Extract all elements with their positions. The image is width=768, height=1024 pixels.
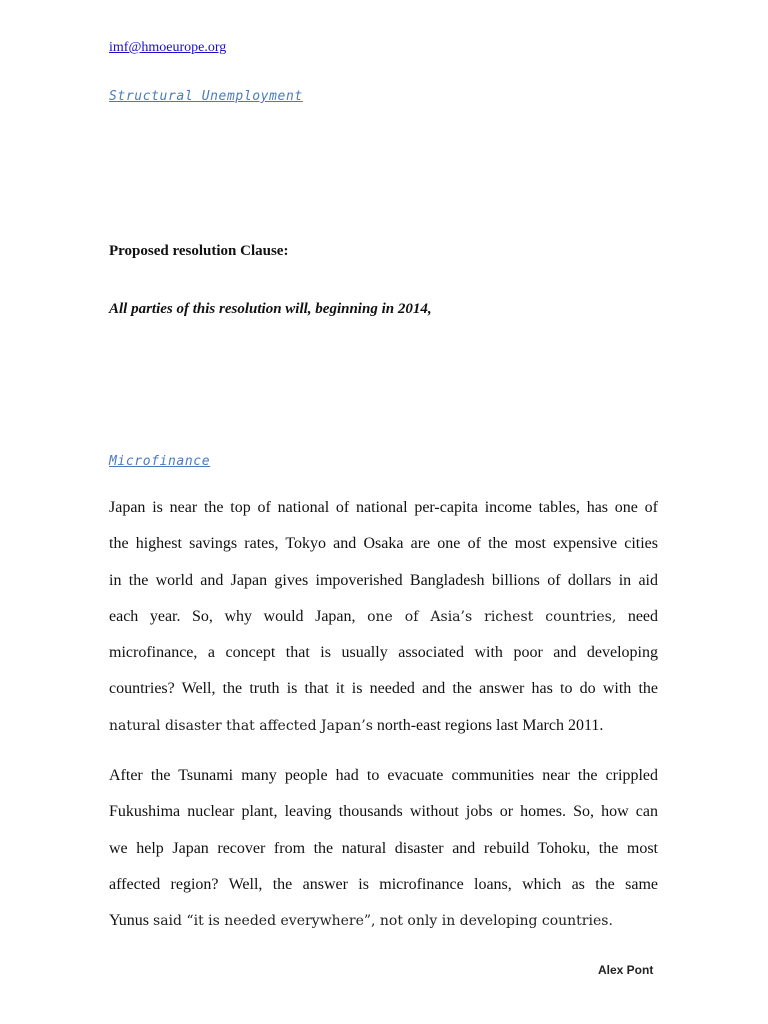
paragraph-line: in the world and Japan gives impoverished Bangladesh billions of dollars in aid xyxy=(109,571,658,589)
clause-label: Proposed resolution Clause: xyxy=(109,243,289,259)
paragraph-fragment: each year. So, why would Japan, xyxy=(109,607,356,625)
paragraph-line: Fukushima nuclear plant, leaving thousands without jobs or homes. So, how can xyxy=(109,803,658,821)
section-title-structural-unemployment[interactable]: Structural Unemployment xyxy=(109,89,303,104)
section-title-microfinance[interactable]: Microfinance xyxy=(109,454,211,469)
paragraph-line: countries? Well, the truth is that it is needed and the answer has to do with the xyxy=(109,680,658,698)
paragraph-fragment: need xyxy=(627,607,659,625)
microfinance-paragraph-1 xyxy=(109,490,658,744)
paragraph-line: microfinance, a concept that is usually associated with poor and developing xyxy=(109,644,658,662)
paragraph-line: affected region? Well, the answer is microfinance loans, which as the same xyxy=(109,875,658,893)
paragraph-line xyxy=(109,903,658,939)
email-link[interactable]: imf@hmoeurope.org xyxy=(109,40,227,55)
paragraph-fragment: north-east regions last March 2011. xyxy=(376,716,604,734)
paragraph-line: we help Japan recover from the natural disaster and rebuild Tohoku, the most xyxy=(109,839,658,857)
paragraph-line xyxy=(109,599,658,635)
paragraph-fragment: said “it is needed everywhere”, not only in developing countries. xyxy=(153,913,613,930)
paragraph-line: After the Tsunami many people had to evacuate communities near the crippled xyxy=(109,767,658,784)
clause-text: All parties of this resolution will, beginning in 2014, xyxy=(109,301,432,317)
paragraph-fragment: Yunus xyxy=(109,912,150,930)
microfinance-paragraph-2 xyxy=(109,758,658,939)
paragraph-line xyxy=(109,708,658,744)
paragraph-line: Japan is near the top of national of national per-capita income tables, has one of xyxy=(109,499,658,516)
paragraph-line: the highest savings rates, Tokyo and Osaka are one of the most expensive cities xyxy=(109,535,658,553)
footer-author: Alex Pont xyxy=(598,963,654,977)
paragraph-fragment: natural disaster that affected Japan’s xyxy=(109,717,373,734)
paragraph-fragment: one of Asia’s richest countries, xyxy=(367,608,617,625)
